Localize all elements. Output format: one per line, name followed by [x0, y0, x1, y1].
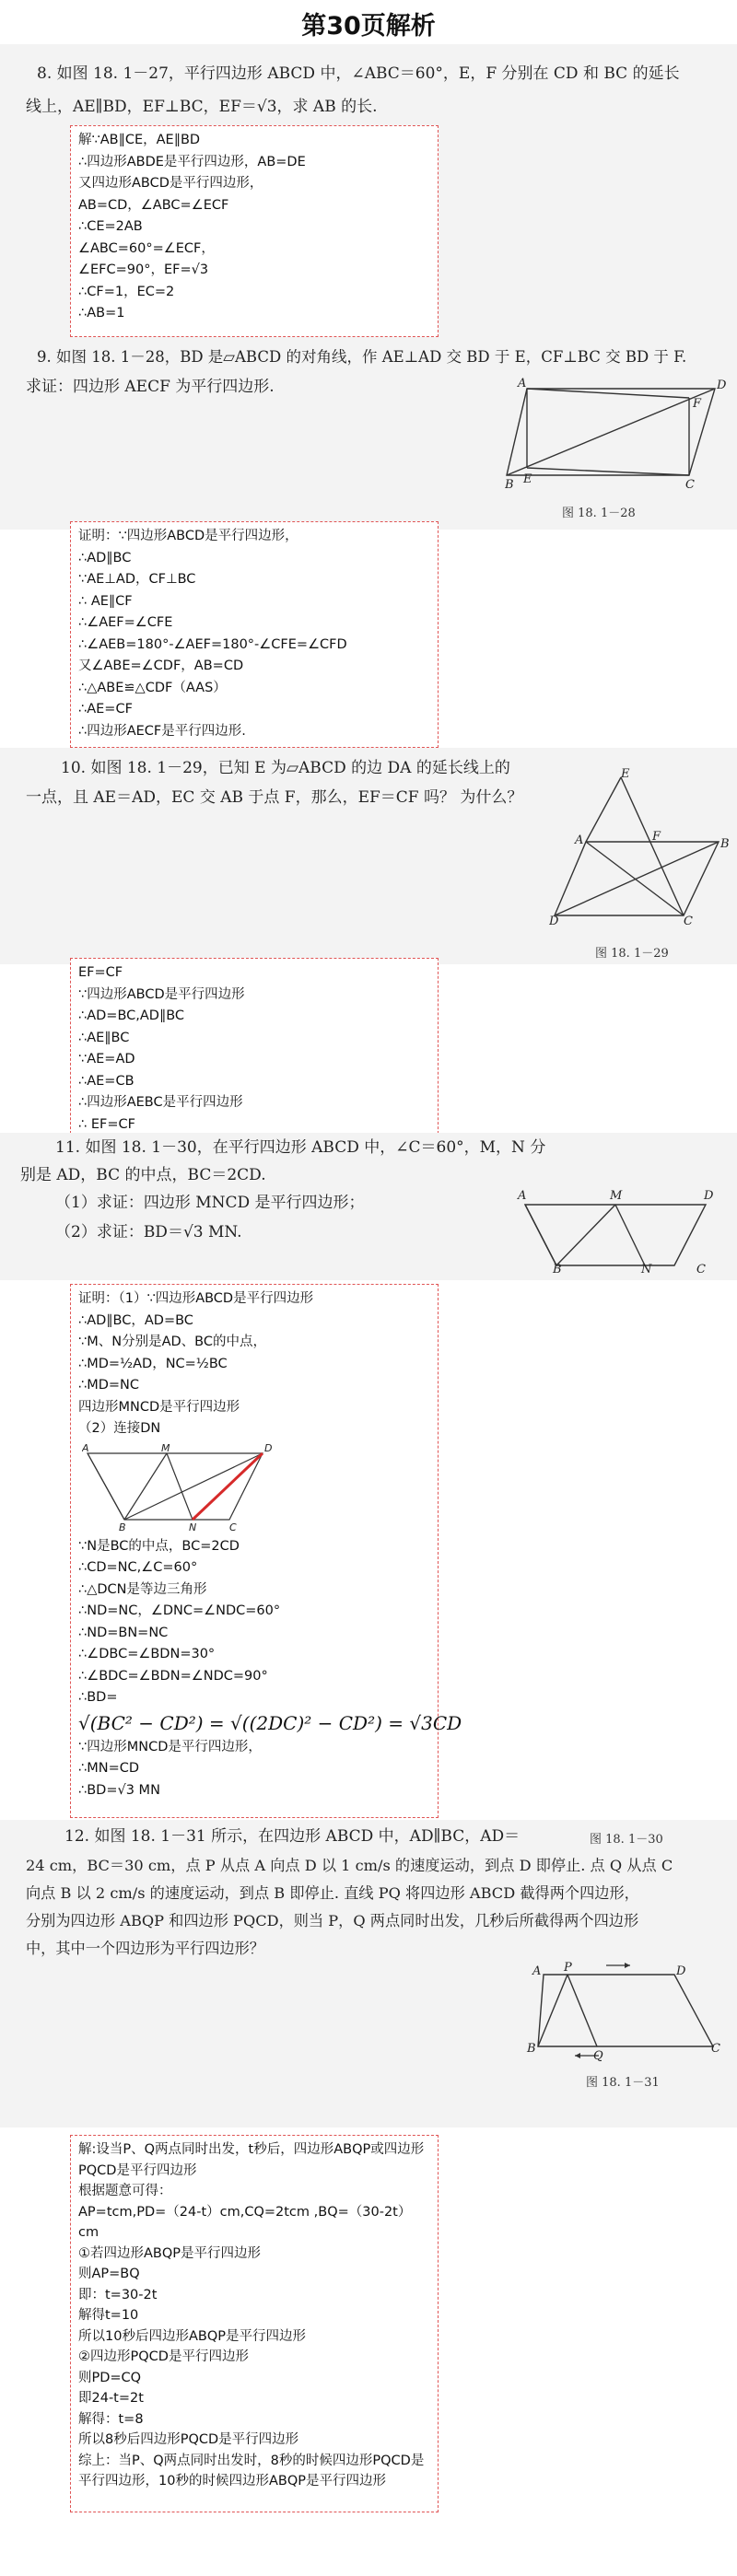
- q12-line4: 分别为四边形 ABQP 和四边形 PQCD，则当 P，Q 两点同时出发，几秒后所截得两个四边形: [26, 1912, 639, 1929]
- answer-line: AP=tcm,PD=（24-t）cm,CQ=2tcm ,BQ=（30-2t）cm: [78, 2204, 412, 2240]
- q11-answer-box: [70, 1284, 462, 1818]
- label-d: D: [717, 379, 726, 392]
- label-c: C: [229, 1521, 237, 1533]
- answer-line: ∴CE=2AB: [78, 219, 143, 234]
- answer-line: 四边形MNCD是平行四边形: [78, 1399, 240, 1415]
- q12-figure: [514, 1962, 726, 2063]
- label-e: E: [621, 768, 630, 781]
- label-a: A: [82, 1441, 89, 1454]
- answer-line: 则PD=CQ: [78, 2370, 142, 2385]
- answer-line: ∴ND=BN=NC: [78, 1625, 169, 1640]
- label-p: P: [564, 1962, 572, 1975]
- answer-line: ∵四边形MNCD是平行四边形，: [78, 1739, 262, 1754]
- label-a: A: [518, 377, 527, 390]
- answer-line: 综上：当P、Q两点同时出发时，8秒的时候四边形PQCD是平行四边形，10秒的时候四边形ABQP是平行四边形: [78, 2453, 425, 2489]
- q10-line1: 10. 如图 18. 1－29，已知 E 为▱ABCD 的边 DA 的延长线上的: [61, 759, 510, 777]
- answer-line: ∴ EF=CF: [78, 1116, 135, 1132]
- q10-answer-box: [70, 958, 439, 1138]
- answer-line: ①若四边形ABQP是平行四边形: [78, 2245, 262, 2261]
- q10-caption: 图 18. 1－29: [595, 947, 669, 961]
- q12-line1: 12. 如图 18. 1－31 所示，在四边形 ABCD 中，AD∥BC，AD＝: [64, 1827, 521, 1846]
- answer-line: 证明：∵四边形ABCD是平行四边形，: [78, 529, 298, 543]
- answer-line: 解得：t=8: [78, 2411, 144, 2427]
- label-a: A: [532, 1964, 542, 1978]
- label-f: F: [652, 830, 661, 844]
- answer-line: ∴AD∥BC，AD=BC: [78, 1312, 193, 1328]
- answer-line: ∴四边形ABDE是平行四边形，AB=DE: [78, 154, 306, 169]
- label-q: Q: [593, 2049, 603, 2063]
- label-m: M: [161, 1441, 170, 1454]
- answer-line: ∴AE=CF: [78, 702, 133, 717]
- label-c: C: [684, 915, 693, 925]
- answer-line: ∠ABC=60°=∠ECF，: [78, 240, 215, 256]
- q9-caption: 图 18. 1－28: [562, 507, 636, 520]
- answer-line: 解得t=10: [78, 2308, 139, 2323]
- answer-line: ∵N是BC的中点，BC=2CD: [78, 1538, 240, 1554]
- label-d: D: [704, 1189, 714, 1203]
- q11-figure: [516, 1188, 719, 1273]
- answer-line: ∵AE=AD: [78, 1052, 135, 1067]
- answer-line: ∴∠AEB=180°-∠AEF=180°-∠CFE=∠CFD: [78, 636, 347, 652]
- label-a: A: [518, 1189, 527, 1203]
- answer-line: ∴∠AEF=∠CFE: [78, 615, 173, 630]
- label-c: C: [696, 1263, 706, 1273]
- label-d: D: [549, 915, 559, 925]
- answer-line: ∴CF=1，EC=2: [78, 284, 175, 299]
- answer-line: ∴四边形AEBC是平行四边形: [78, 1095, 243, 1110]
- answer-line: （2）连接DN: [78, 1421, 161, 1436]
- answer-line: ∴AE=CB: [78, 1073, 135, 1089]
- q8-answer-box: [70, 125, 439, 337]
- q11-line4: （2）求证：BD＝√3 MN.: [55, 1223, 242, 1241]
- bd-formula: √(BC² − CD²) = √((2DC)² − CD²) = √3CD: [78, 1711, 462, 1734]
- label-b: B: [527, 2042, 536, 2056]
- label-a: A: [575, 833, 584, 847]
- answer-line: 即：t=30-2t: [78, 2287, 158, 2302]
- q12-line5: 中，其中一个四边形为平行四边形？: [26, 1940, 264, 1957]
- q9-figure: [505, 372, 726, 492]
- answer-line: ∵AE⊥AD，CF⊥BC: [78, 572, 196, 587]
- answer-line: ∴MN=CD: [78, 1761, 140, 1776]
- answer-line: ∴ND=NC，∠DNC=∠NDC=60°: [78, 1603, 281, 1618]
- answer-line: 解∵AB∥CE，AE∥BD: [78, 133, 201, 147]
- q9-answer-box: [70, 521, 439, 748]
- answer-line: ∴∠DBC=∠BDN=30°: [78, 1647, 216, 1661]
- answer-line: ∴四边形AECF是平行四边形.: [78, 723, 246, 739]
- label-f: F: [693, 397, 702, 411]
- answer-line: ②四边形PQCD是平行四边形: [78, 2349, 249, 2364]
- label-c: C: [685, 478, 695, 492]
- label-n: N: [641, 1263, 652, 1273]
- answer-line: ∴AD∥BC: [78, 550, 132, 565]
- answer-line: 则AP=BQ: [78, 2267, 140, 2281]
- answer-line: 解:设当P、Q两点同时出发，t秒后，四边形ABQP或四边形PQCD是平行四边形: [78, 2142, 425, 2178]
- q12-caption-top: 图 18. 1－30: [590, 1833, 663, 1847]
- answer-line: 又∠ABE=∠CDF，AB=CD: [78, 659, 244, 673]
- answer-line: ∴△DCN是等边三角形: [78, 1581, 207, 1597]
- answer-line: ∴AB=1: [78, 306, 125, 321]
- answer-line: 所以10秒后四边形ABQP是平行四边形: [78, 2328, 306, 2344]
- label-b: B: [553, 1263, 562, 1273]
- answer-line: ∴∠BDC=∠BDN=∠NDC=90°: [78, 1668, 268, 1684]
- answer-line: ∴AE∥BC: [78, 1030, 130, 1045]
- answer-line: ∴AD=BC,AD∥BC: [78, 1008, 185, 1023]
- q11-line1: 11. 如图 18. 1－30，在平行四边形 ABCD 中，∠C＝60°，M，N 分: [55, 1138, 546, 1157]
- answer-line: 证明：（1）∵四边形ABCD是平行四边形: [78, 1291, 314, 1306]
- q9-line1: 9. 如图 18. 1－28，BD 是▱ABCD 的对角线，作 AE⊥AD 交 BD 于 E，CF⊥BC 交 BD 于 F.: [37, 348, 687, 366]
- answer-line: 即24-t=2t: [78, 2391, 144, 2406]
- answer-line: 所以8秒后四边形PQCD是平行四边形: [78, 2432, 299, 2447]
- answer-line: ∴MD=½AD，NC=½BC: [78, 1356, 228, 1371]
- q11-line2: 别是 AD，BC 的中点，BC＝2CD.: [20, 1166, 266, 1184]
- q10-figure: [549, 768, 733, 925]
- label-d: D: [264, 1441, 273, 1454]
- answer-line: ∵四边形ABCD是平行四边形: [78, 986, 245, 1002]
- answer-line: 又四边形ABCD是平行四边形，: [78, 176, 263, 191]
- answer-line: 根据题意可得：: [78, 2184, 172, 2198]
- q9-line2: 求证：四边形 AECF 为平行四边形.: [26, 378, 275, 396]
- q10-line2: 一点，且 AE＝AD，EC 交 AB 于点 F，那么，EF＝CF 吗？ 为什么？: [26, 788, 523, 807]
- label-c: C: [711, 2042, 720, 2056]
- q11-answer-figure: [82, 1442, 294, 1534]
- label-n: N: [189, 1521, 197, 1533]
- label-d: D: [676, 1964, 686, 1978]
- label-m: M: [610, 1189, 623, 1203]
- answer-line: ∴ AE∥CF: [78, 593, 133, 609]
- q12-caption: 图 18. 1－31: [586, 2076, 660, 2090]
- answer-line: ∠EFC=90°，EF=√3: [78, 262, 209, 277]
- label-b: B: [119, 1521, 126, 1533]
- label-b: B: [720, 837, 730, 851]
- page-title: 第30页解析: [301, 12, 436, 41]
- answer-line: ∴△ABE≌△CDF（AAS）: [78, 680, 227, 695]
- answer-line: AB=CD，∠ABC=∠ECF: [78, 197, 229, 213]
- label-e: E: [523, 472, 532, 486]
- answer-line: ∴BD=√3 MN: [78, 1782, 160, 1798]
- answer-line: EF=CF: [78, 965, 123, 980]
- q11-line3: （1）求证：四边形 MNCD 是平行四边形；: [55, 1194, 365, 1212]
- q12-line2: 24 cm，BC＝30 cm，点 P 从点 A 向点 D 以 1 cm/s 的速度运动，到点 D 即停止. 点 Q 从点 C: [26, 1857, 673, 1874]
- answer-line: ∴MD=NC: [78, 1378, 140, 1393]
- q12-answer-box: [70, 2135, 439, 2512]
- q8-line2: 线上，AE∥BD，EF⊥BC，EF＝√3，求 AB 的长.: [26, 98, 378, 116]
- q8-line1: 8. 如图 18. 1－27，平行四边形 ABCD 中，∠ABC＝60°，E，F 分别在 CD 和 BC 的延长: [37, 64, 680, 83]
- answer-line: ∴BD=: [78, 1690, 118, 1705]
- answer-line: ∴CD=NC,∠C=60°: [78, 1560, 198, 1575]
- answer-line: ∵M、N分别是AD、BC的中点，: [78, 1335, 266, 1349]
- q12-line3: 向点 B 以 2 cm/s 的速度运动，到点 B 即停止. 直线 PQ 将四边形 ABCD 截得两个四边形，: [26, 1884, 639, 1902]
- label-b: B: [505, 478, 514, 492]
